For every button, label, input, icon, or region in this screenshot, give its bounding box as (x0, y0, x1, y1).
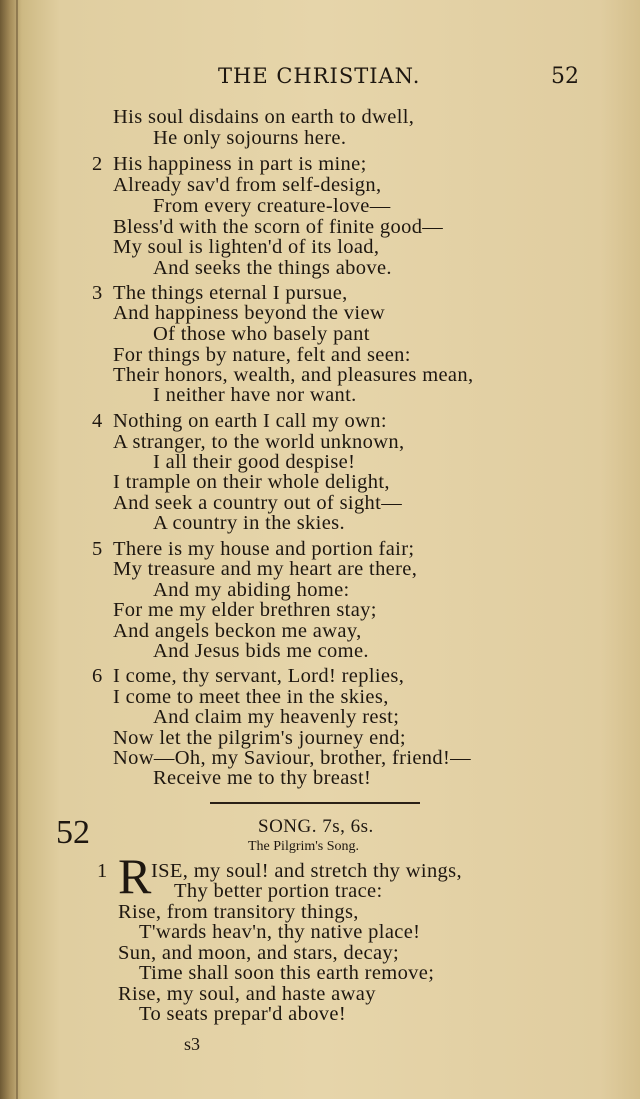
verse-line: He only sojourns here. (153, 127, 347, 149)
verse-line: His happiness in part is mine; (113, 153, 367, 175)
verse-number: 4 (92, 410, 103, 432)
verse-line: T'wards heav'n, thy native place! (139, 921, 421, 943)
verse-line: Already sav'd from self-design, (113, 174, 382, 196)
verse-line: I trample on their whole delight, (113, 471, 390, 493)
verse-line: Now let the pilgrim's journey end; (113, 727, 406, 749)
verse-line: And seek a country out of sight— (113, 492, 403, 514)
verse-line: Nothing on earth I call my own: (113, 410, 387, 432)
verse-number: 2 (92, 153, 103, 175)
song-subtitle: The Pilgrim's Song. (248, 839, 360, 854)
hymn-number: 52 (56, 814, 90, 851)
verse-line: My treasure and my heart are there, (113, 558, 418, 580)
verse-number: 6 (92, 665, 103, 687)
verse-line: A country in the skies. (153, 512, 345, 534)
verse-line: I come to meet thee in the skies, (113, 686, 389, 708)
drop-cap: R (118, 848, 152, 904)
verse-line: My soul is lighten'd of its load, (113, 236, 380, 258)
verse-line: The things eternal I pursue, (113, 282, 348, 304)
verse-line: From every creature-love— (153, 195, 391, 217)
verse-line: I neither have nor want. (153, 384, 357, 406)
verse-number: 1 (97, 860, 108, 882)
verse-line: Now—Oh, my Saviour, brother, friend!— (113, 747, 472, 769)
verse-line: Bless'd with the scorn of finite good— (113, 216, 444, 238)
verse-line: I all their good despise! (153, 451, 356, 473)
verse-line: Rise, from transitory things, (118, 901, 359, 923)
verse-line: For me my elder brethren stay; (113, 599, 377, 621)
verse-line: A stranger, to the world unknown, (113, 431, 405, 453)
verse-line: Of those who basely pant (153, 323, 370, 345)
signature-mark: s3 (184, 1034, 201, 1054)
verse-line: To seats prepar'd above! (139, 1003, 347, 1025)
verse-line: And seeks the things above. (153, 257, 392, 279)
verse-line: His soul disdains on earth to dwell, (113, 106, 415, 128)
running-header-title: THE CHRISTIAN. (218, 64, 421, 88)
binding-gutter (16, 0, 18, 1099)
verse-line: Receive me to thy breast! (153, 767, 372, 789)
verse-number: 5 (92, 538, 103, 560)
verse-line: And Jesus bids me come. (153, 640, 369, 662)
section-divider (210, 802, 420, 804)
song-heading: SONG. 7s, 6s. (258, 816, 374, 837)
verse-line: For things by nature, felt and seen: (113, 344, 411, 366)
verse-line: Rise, my soul, and haste away (118, 983, 376, 1005)
verse-line: ISE, my soul! and stretch thy wings, (151, 860, 462, 882)
verse-line: And my abiding home: (153, 579, 350, 601)
verse-number: 3 (92, 282, 103, 304)
verse-line: I come, thy servant, Lord! replies, (113, 665, 405, 687)
verse-line: And claim my heavenly rest; (153, 706, 400, 728)
verse-line: Their honors, wealth, and pleasures mean, (113, 364, 474, 386)
verse-line: Sun, and moon, and stars, decay; (118, 942, 400, 964)
verse-line: And happiness beyond the view (113, 302, 386, 324)
page-number: 52 (551, 64, 579, 89)
verse-line: Thy better portion trace: (174, 880, 383, 902)
verse-line: Time shall soon this earth remove; (139, 962, 435, 984)
verse-line: And angels beckon me away, (113, 620, 362, 642)
verse-line: There is my house and portion fair; (113, 538, 415, 560)
